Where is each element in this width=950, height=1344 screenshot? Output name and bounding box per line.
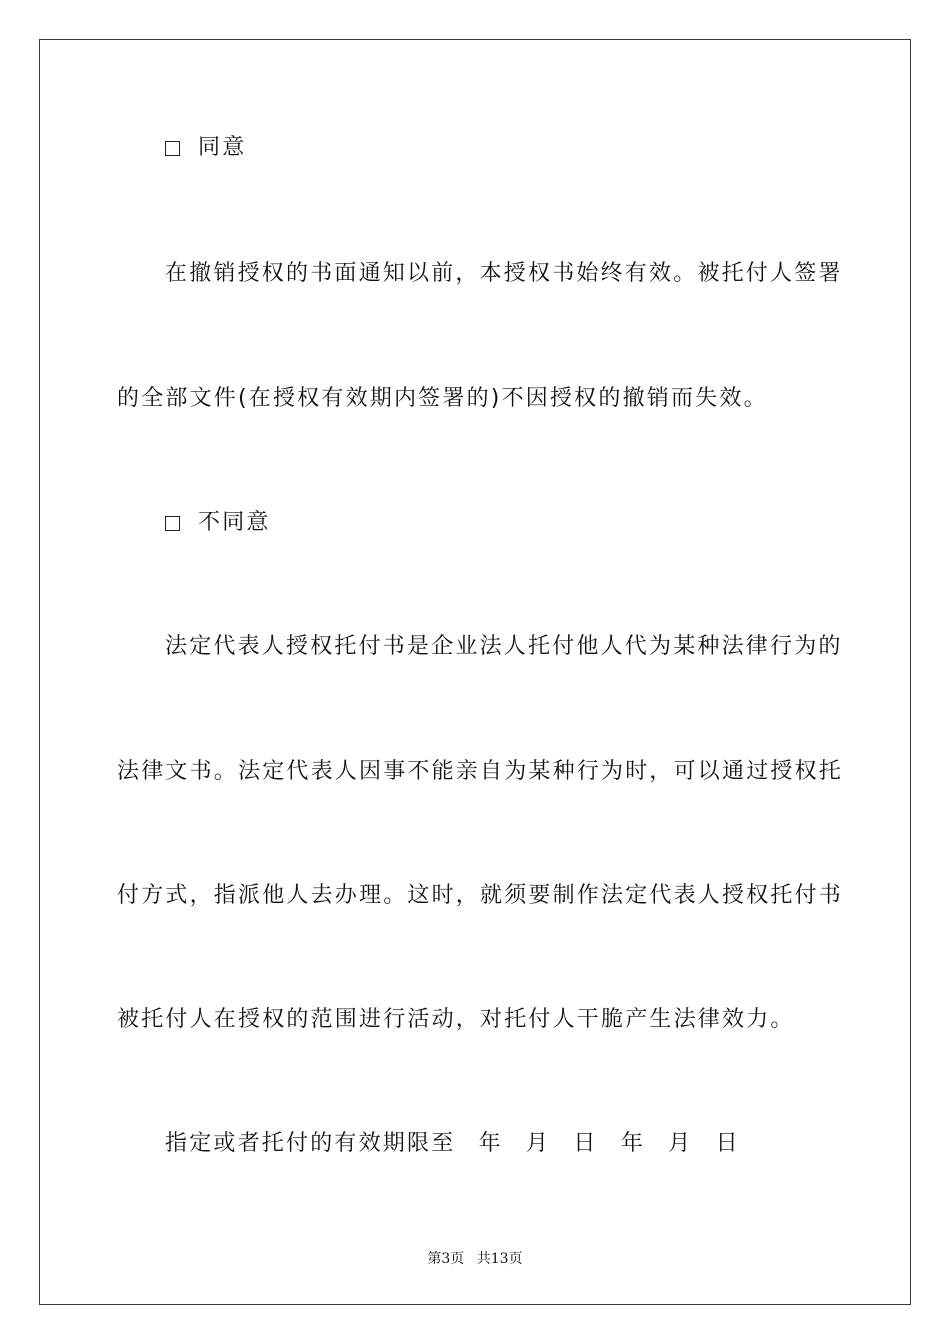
total-pages: 共13页 [476,1251,523,1267]
end-month-unit: 月 [668,1131,693,1156]
paragraph-1-line-2: 的全部文件(在授权有效期内签署的)不因授权的撤销而失效。 [117,386,768,411]
start-month-unit: 月 [526,1131,551,1156]
paragraph-1-line-1: 在撤销授权的书面通知以前，本授权书始终有效。被托付人签署 [165,261,843,286]
end-year-unit: 年 [620,1131,646,1156]
agree-label: 同意 [198,135,247,160]
paragraph-2-line-1: 法定代表人授权托付书是企业法人托付他人代为某种法律行为的 [165,634,843,659]
paragraph-2-line-2: 法律文书。法定代表人因事不能亲自为某种行为时，可以通过授权托 [117,759,844,784]
disagree-label: 不同意 [198,510,271,535]
start-year-unit: 年 [478,1131,503,1156]
agree-option[interactable] [165,133,246,163]
start-day-unit: 日 [573,1131,598,1156]
validity-period-line [165,1129,740,1159]
paragraph-2-line-4: 被托付人在授权的范围进行活动，对托付人干脆产生法律效力。 [117,1007,795,1032]
disagree-option[interactable] [165,508,271,538]
page-border [39,39,911,1305]
page-number: 第3页 [427,1251,465,1267]
paragraph-2-line-3: 付方式，指派他人去办理。这时，就须要制作法定代表人授权托付书 [117,883,844,908]
page-footer [0,1248,950,1268]
agree-checkbox[interactable] [165,141,180,156]
disagree-checkbox[interactable] [165,516,180,531]
end-day-unit: 日 [715,1131,740,1156]
validity-label: 指定或者托付的有效期限至 [165,1131,456,1156]
